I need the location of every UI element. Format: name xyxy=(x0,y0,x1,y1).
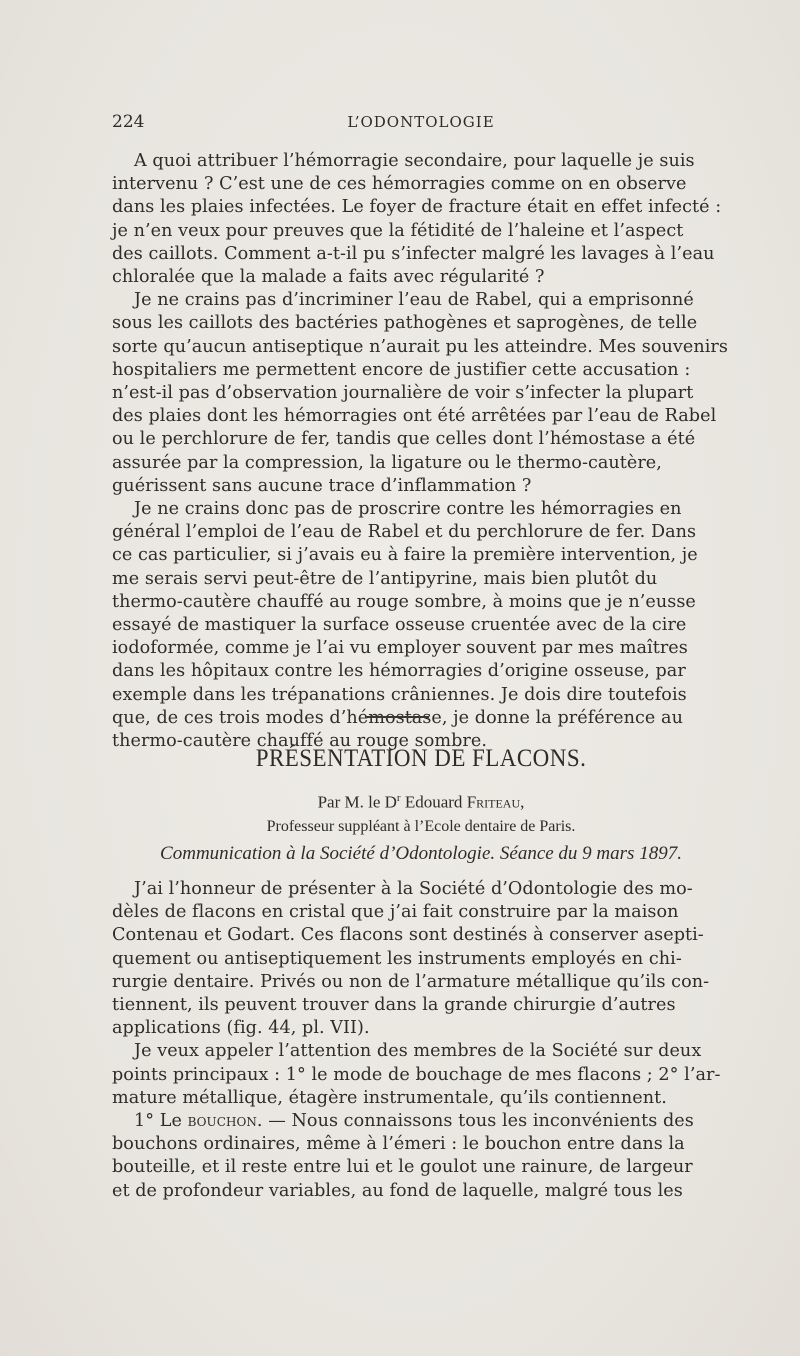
text-line: Contenau et Godart. Ces flacons sont destinés à conserver asepti- xyxy=(112,925,704,946)
author-byline xyxy=(112,792,730,813)
text-line: intervenu ? C’est une de ces hémorragies comme on en observe xyxy=(112,174,687,195)
paragraph-hemorrhage xyxy=(112,150,730,289)
section-divider xyxy=(365,716,429,718)
text-line: mature métallique, étagère instrumentale, qu’ils contiennent. xyxy=(112,1087,667,1108)
text-line: A quoi attribuer l’hémorragie secondaire, pour laquelle je suis xyxy=(134,151,695,171)
byline-name: Edouard xyxy=(400,792,467,812)
paragraph-conclusion xyxy=(112,498,730,753)
running-title: L’ODONTOLOGIE xyxy=(347,113,495,131)
text-line: chloralée que la malade a faits avec régularité ? xyxy=(112,267,545,288)
text-line: assurée par la compression, la ligature ou le thermo-cautère, xyxy=(112,452,662,473)
page-number: 224 xyxy=(112,112,145,132)
text-line: quement ou antiseptiquement les instruments employés en chi- xyxy=(112,948,682,969)
text-line: applications (fig. 44, pl. VII). xyxy=(112,1018,370,1039)
page-header xyxy=(112,112,730,138)
bottom-text-block xyxy=(112,878,730,1203)
text-line: me serais servi peut-être de l’antipyrine, mais bien plutôt du xyxy=(112,568,658,589)
text-line: je n’en veux pour preuves que la fétidité de l’haleine et l’aspect xyxy=(112,220,684,241)
text-line: ce cas particulier, si j’avais eu à faire la première intervention, je xyxy=(112,545,698,566)
paragraph-rabel xyxy=(112,289,730,498)
text-line: rurgie dentaire. Privés ou non de l’armature métallique qu’ils con- xyxy=(112,971,710,992)
text-line: bouteille, et il reste entre lui et le goulot une rainure, de largeur xyxy=(112,1157,693,1178)
byline-sup: r xyxy=(396,792,401,804)
text-line: thermo-cautère chauffé au rouge sombre. xyxy=(112,731,487,752)
text-line: tiennent, ils peuvent trouver dans la grande chirurgie d’autres xyxy=(112,995,676,1016)
paragraph-bouchon xyxy=(112,1110,730,1203)
text-line: points principaux : 1° le mode de bouchage de mes flacons ; 2° l’ar- xyxy=(112,1064,721,1085)
paragraph-presentation xyxy=(112,878,730,1040)
bouchon-term: bouchon xyxy=(187,1111,257,1132)
text-line: guérissent sans aucune trace d’inflammation ? xyxy=(112,475,532,496)
byline-prefix: Par M. le D xyxy=(317,792,397,812)
text-line: général l’emploi de l’eau de Rabel et du perchlorure de fer. Dans xyxy=(112,522,697,543)
text-line: Je veux appeler l’attention des membres de la Société sur deux xyxy=(134,1041,702,1062)
top-text-block xyxy=(112,150,730,753)
byline-surname: Friteau, xyxy=(466,792,525,812)
text-line: hospitaliers me permettent encore de justifier cette accusation : xyxy=(112,359,691,380)
text-line: dans les plaies infectées. Le foyer de fracture était en effet infecté : xyxy=(112,197,722,218)
text-line: essayé de mastiquer la surface osseuse cruentée avec de la cire xyxy=(112,615,687,636)
text-line: exemple dans les trépanations crâniennes. Je dois dire toutefois xyxy=(112,684,687,705)
text-line: n’est-il pas d’observation journalière de voir s’infecter la plupart xyxy=(112,383,694,404)
author-affiliation: Professeur suppléant à l’Ecole dentaire de Paris. xyxy=(266,818,576,835)
text-line: des plaies dont les hémorragies ont été arrêtées par l’eau de Rabel xyxy=(112,406,717,427)
bouchon-lead: 1° Le xyxy=(134,1111,188,1132)
paragraph-attention xyxy=(112,1040,730,1110)
text-line: bouchons ordinaires, même à l’émeri : le bouchon entre dans la xyxy=(112,1134,685,1155)
text-line: dèles de flacons en cristal que j’ai fait construire par la maison xyxy=(112,902,679,923)
text-line: et de profondeur variables, au fond de laquelle, malgré tous les xyxy=(112,1180,683,1201)
text-line: sorte qu’aucun antiseptique n’aurait pu les atteindre. Mes souvenirs xyxy=(112,336,728,357)
text-line: Je ne crains donc pas de proscrire contre les hémorragies en xyxy=(134,499,682,520)
text-line: dans les hôpitaux contre les hémorragies d’origine osseuse, par xyxy=(112,661,686,682)
text-line: sous les caillots des bactéries pathogènes et saprogènes, de telle xyxy=(112,313,698,334)
text-line: ou le perchlorure de fer, tandis que celles dont l’hémostase a été xyxy=(112,429,696,450)
communication-line: Communication à la Société d’Odontologie. Séance du 9 mars 1897. xyxy=(160,843,682,864)
text-line: thermo-cautère chauffé au rouge sombre, à moins que je n’eusse xyxy=(112,591,696,612)
bouchon-rest: . — Nous connaissons tous les inconvénients des xyxy=(256,1111,694,1132)
text-line xyxy=(112,1110,730,1133)
text-line: Je ne crains pas d’incriminer l’eau de Rabel, qui a emprisonné xyxy=(134,290,694,311)
text-line: des caillots. Comment a-t-il pu s’infecter malgré les lavages à l’eau xyxy=(112,243,715,264)
text-line: iodoformée, comme je l’ai vu employer souvent par mes maîtres xyxy=(112,638,688,659)
text-line: J’ai l’honneur de présenter à la Société d’Odontologie des mo- xyxy=(134,879,693,899)
text-line: que, de ces trois modes d’hémostase, je donne la préférence au xyxy=(112,707,683,728)
section-title: PRÉSENTATION DE FLACONS. xyxy=(255,745,587,772)
